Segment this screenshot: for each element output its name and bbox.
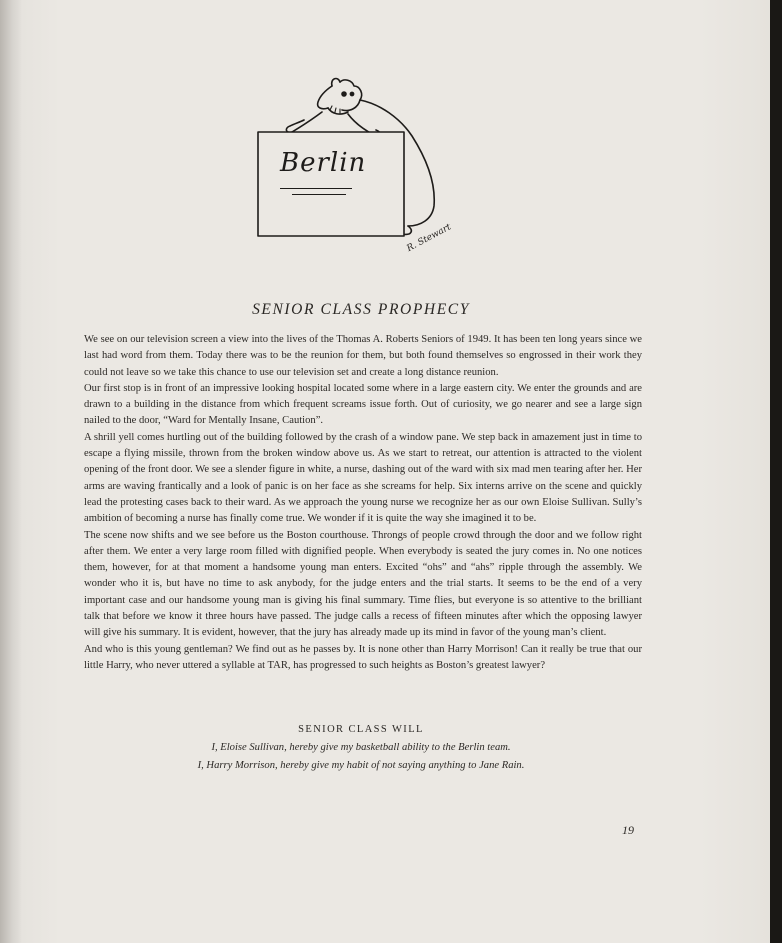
bear-with-sign-illustration bbox=[240, 70, 490, 270]
binding-shadow bbox=[0, 0, 22, 943]
paragraph: A shrill yell comes hurtling out of the building followed by the crash of a window pane. We step back in amazement just in time to escape a flying missile, thrown from the broken window above us. As we start to retreat, our attention is attracted to the violent opening of the front door. We see a slender figure in white, a nurse, dashing out of the ward with six mad men tearing after her. Her arms are waving frantically and a look of panic is on her face as she screams for help. Six interns arrive on the scene and quickly lead the protesting cases back to their ward. As we approach the young nurse we recognize her as our own Eloise Sullivan. Sully’s ambition of becoming a nurse has finally come true. We wonder if it is quite the way she imagined it to be. bbox=[84, 431, 642, 525]
will-heading: SENIOR CLASS WILL bbox=[298, 724, 424, 735]
paragraph: We see on our television screen a view into the lives of the Thomas A. Roberts Seniors of 1949. It has been ten long years since we last had word from them. Today there was to be the reunion for them, but both found themselves so engrossed in their work they could not leave so we take this chance to use our television set and create a long distance reunion. bbox=[84, 334, 642, 378]
book-edge bbox=[770, 0, 782, 943]
page-title: SENIOR CLASS PROPHECY bbox=[252, 301, 470, 318]
will-item: I, Harry Morrison, hereby give my habit of not saying anything to Jane Rain. bbox=[197, 760, 525, 771]
will-item: I, Eloise Sullivan, hereby give my basketball ability to the Berlin team. bbox=[211, 742, 511, 753]
prophecy-text bbox=[84, 332, 642, 674]
page-number: 19 bbox=[622, 823, 634, 837]
paragraph: Our first stop is in front of an impressive looking hospital located some where in a large eastern city. We enter the grounds and are drawn to a building in the distance from which frequent screams issue forth. Out of curiosity, we go nearer and see a large sign nailed to the door, “Ward for Mentally Insane, Caution”. bbox=[84, 382, 642, 427]
illustrator-signature: R. Stewart bbox=[405, 222, 453, 254]
sign-underline bbox=[280, 188, 352, 189]
paragraph: The scene now shifts and we see before us the Boston courthouse. Throngs of people crowd through the door and we follow right after them. We enter a very large room filled with dignified people. When everybody is seated the jury comes in. No one notices them, however, for at that moment a handsome young man enters. Excited “ohs” and “ahs” ripple through the assembly. We wonder who it is, but have no time to ask anybody, for the judge enters and the trial starts. It seems to be the end of a very important case and our handsome young man is giving his final summary. Time flies, but everyone is so attentive to the brilliant talk that before we know it three hours have passed. The judge calls a recess of fifteen minutes after which the opposing lawyer will give his summary. It is evident, however, that the jury has already made up its mind in favor of the young man’s client. bbox=[84, 529, 642, 639]
paragraph: And who is this young gentleman? We find out as he passes by. It is none other than Harry Morrison! Can it really be true that our little Harry, who never uttered a syllable at TAR, has progressed to such heights as Boston’s greatest lawyer? bbox=[84, 643, 642, 671]
sign-underline-second bbox=[292, 194, 346, 195]
sign-text: Berlin bbox=[280, 148, 367, 178]
